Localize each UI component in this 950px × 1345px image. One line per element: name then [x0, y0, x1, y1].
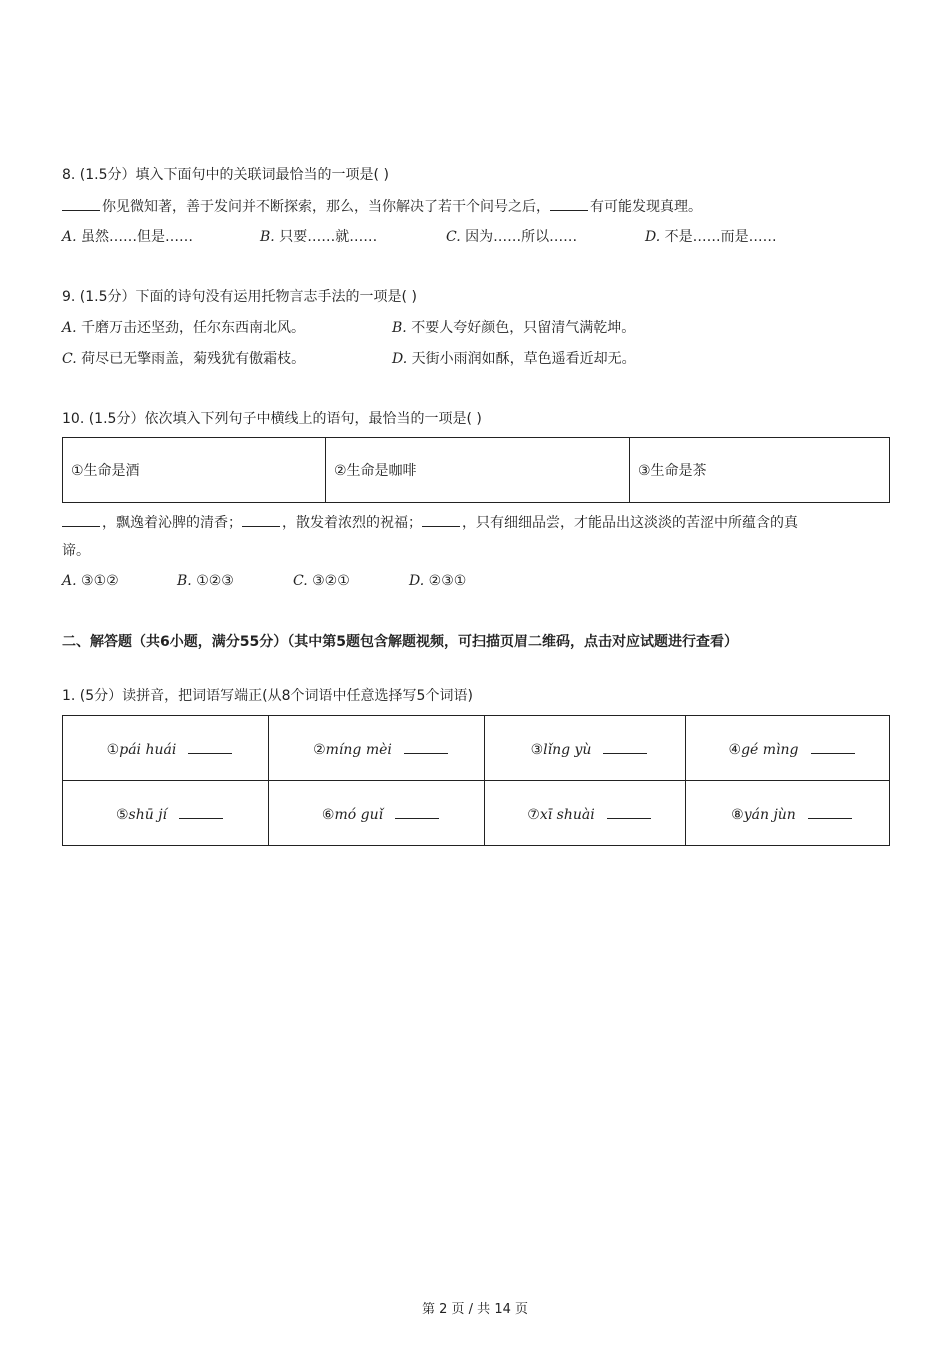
- answer-blank: [603, 739, 647, 754]
- section-title: 二、解答题（共6小题，满分55分）（其中第5题包含解题视频，可扫描页眉二维码，点击对应试题进行查看）: [62, 634, 738, 650]
- q10-cell-2: ②生命是咖啡: [326, 438, 630, 503]
- q8-option-c: C. 因为……所以……: [446, 229, 578, 245]
- q8-stem-a: 你见微知著，善于发问并不断探索，那么，当你解决了若干个问号之后，: [102, 199, 550, 215]
- answer-blank: [404, 739, 448, 754]
- q9-option-d: D. 天街小雨润如酥，草色遥看近却无。: [392, 351, 636, 367]
- q9-option-c: C. 荷尽已无擎雨盖，菊残犹有傲霜枝。: [62, 351, 306, 367]
- q10-option-d: D. ②③①: [409, 573, 467, 589]
- q10-stem-end: 谛。: [62, 543, 90, 559]
- q9-option-a: A. 千磨万击还坚劲，任尔东西南北风。: [62, 320, 306, 336]
- q9-option-b: B. 不要人夸好颜色，只留清气满乾坤。: [392, 320, 636, 336]
- q8-option-a: A. 虽然……但是……: [62, 229, 194, 245]
- q10-option-b: B. ①②③: [177, 573, 234, 589]
- answer-blank: [188, 739, 232, 754]
- answer-blank: [808, 804, 852, 819]
- q1-heading: 1. (5分）读拼音，把词语写端正(从8个词语中任意选择写5个词语): [62, 688, 473, 704]
- q9-heading: 9. (1.5分）下面的诗句没有运用托物言志手法的一项是( ): [62, 289, 417, 305]
- q8-blank-1: [62, 196, 100, 211]
- q8-stem-b: 有可能发现真理。: [590, 199, 702, 215]
- pinyin-item: ⑦xī shuài: [485, 781, 686, 846]
- answer-blank: [395, 804, 439, 819]
- q10-blank-1: [62, 512, 100, 527]
- pinyin-item: ③lǐng yù: [485, 716, 686, 781]
- q10-stem: ，飘逸着沁脾的清香； ，散发着浓烈的祝福； ，只有细细品尝，才能品出这淡淡的苦涩中所蕴含的真: [62, 512, 798, 533]
- page-footer: 第 2 页 / 共 14 页: [422, 1302, 528, 1317]
- pinyin-item: ④gé mìng: [686, 716, 890, 781]
- q10-option-c: C. ③②①: [293, 573, 350, 589]
- pinyin-item: ⑤shū jí: [63, 781, 269, 846]
- q10-cell-1: ①生命是酒: [63, 438, 326, 503]
- answer-blank: [811, 739, 855, 754]
- q10-blank-3: [422, 512, 460, 527]
- pinyin-item: ①pái huái: [63, 716, 269, 781]
- q8-option-d: D. 不是……而是……: [645, 229, 777, 245]
- answer-blank: [607, 804, 651, 819]
- pinyin-table: [62, 715, 890, 846]
- pinyin-item: ②míng mèi: [269, 716, 485, 781]
- q10-option-a: A. ③①②: [62, 573, 119, 589]
- q10-table: [62, 437, 890, 503]
- q10-blank-2: [242, 512, 280, 527]
- q8-blank-2: [550, 196, 588, 211]
- pinyin-item: ⑥mó guǐ: [269, 781, 485, 846]
- q8-stem: [62, 196, 702, 217]
- q8-option-b: B. 只要……就……: [260, 229, 378, 245]
- q8-heading: 8. (1.5分）填入下面句中的关联词最恰当的一项是( ): [62, 167, 389, 183]
- answer-blank: [179, 804, 223, 819]
- q10-cell-3: ③生命是茶: [630, 438, 890, 503]
- q10-heading: 10. (1.5分）依次填入下列句子中横线上的语句，最恰当的一项是( ): [62, 411, 482, 427]
- pinyin-item: ⑧yán jùn: [686, 781, 890, 846]
